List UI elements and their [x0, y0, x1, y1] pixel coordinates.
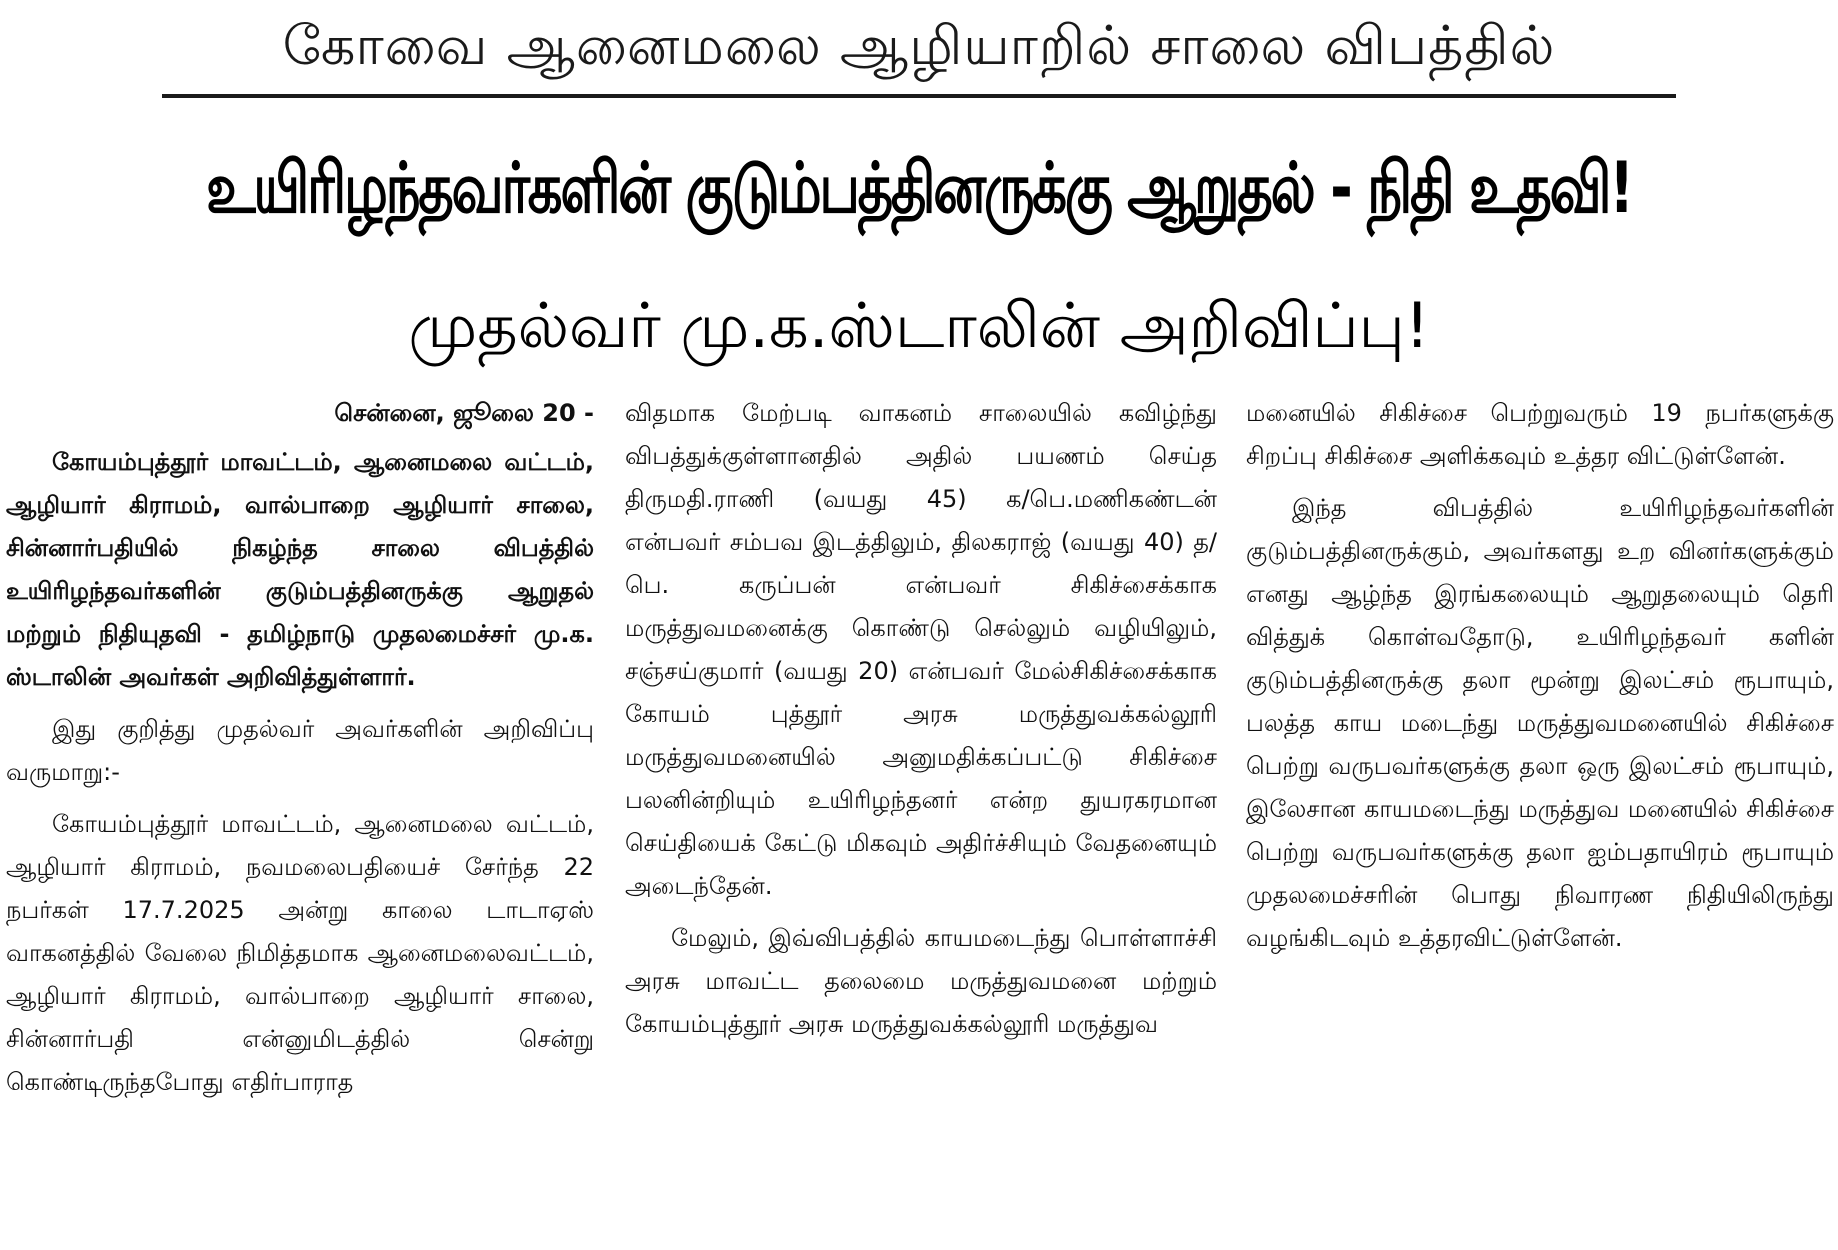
- article-column-1: [6, 392, 594, 1113]
- kicker-divider: [162, 94, 1676, 98]
- article-column-3: [1246, 392, 1834, 969]
- kicker-headline: கோவை ஆனைமலை ஆழியாறில் சாலை விபத்தில்: [282, 14, 1556, 77]
- main-headline: உயிரிழந்தவர்களின் குடும்பத்தினருக்கு ஆறுதல் - நிதி உதவி!: [206, 147, 1632, 229]
- body-paragraph: மேலும், இவ்விபத்தில் காயமடைந்து பொள்ளாச்சி அரசு மாவட்ட தலைமை மருத்துவமனை மற்றும் கோயம்புத்தூர் அரசு மருத்துவக்கல்லூரி மருத்துவ: [625, 924, 1217, 1038]
- body-paragraph: இந்த விபத்தில் உயிரிழந்தவர்களின் குடும்பத்தினருக்கும், அவர்களது உற வினர்களுக்கும் எனது ஆழ்ந்த இரங்கலையும் ஆறுதலையும் தெரி வித்துக் கொள்வதோடு, உயிரிழந்தவர் களின் குடும்பத்தினருக்கு தலா மூன்று இலட்சம் ரூபாயும், பலத்த காய மடைந்து மருத்துவமனையில் சிகிச்சை பெற்று வருபவர்களுக்கு தலா ஒரு இலட்சம் ரூபாயும், இலேசான காயமடைந்து மருத்துவ மனையில் சிகிச்சை பெற்று வருபவர்களுக்கு தலா ஐம்பதாயிரம் ரூபாயும் முதலமைச்சரின் பொது நிவாரண நிதியிலிருந்து வழங்கிடவும் உத்தரவிட்டுள்ளேன்.: [1246, 494, 1834, 952]
- body-paragraph: விதமாக மேற்படி வாகனம் சாலையில் கவிழ்ந்து விபத்துக்குள்ளானதில் அதில் பயணம் செய்த திருமதி.ராணி (வயது 45) க/பெ.மணிகண்டன் என்பவர் சம்பவ இடத்திலும், திலகராஜ் (வயது 40) த/பெ. கருப்பன் என்பவர் சிகிச்சைக்காக மருத்துவமனைக்கு கொண்டு செல்லும் வழியிலும், சஞ்சய்குமார் (வயது 20) என்பவர் மேல்சிகிச்சைக்காக கோயம் புத்தூர் அரசு மருத்துவக்கல்லூரி மருத்துவமனையில் அனுமதிக்கப்பட்டு சிகிச்சை பலனின்றியும் உயிரிழந்தனர் என்ற துயரகரமான செய்தியைக் கேட்டு மிகவும் அதிர்ச்சியும் வேதனையும் அடைந்தேன்.: [625, 399, 1217, 900]
- dateline: சென்னை, ஜூலை 20 -: [334, 399, 594, 427]
- body-paragraph: மனையில் சிகிச்சை பெற்றுவரும் 19 நபர்களுக்கு சிறப்பு சிகிச்சை அளிக்கவும் உத்தர விட்டுள்ளேன்.: [1246, 399, 1834, 470]
- sub-headline: முதல்வர் மு.க.ஸ்டாலின் அறிவிப்பு!: [408, 289, 1430, 362]
- body-paragraph: இது குறித்து முதல்வர் அவர்களின் அறிவிப்பு வருமாறு:-: [6, 715, 594, 786]
- lead-paragraph: கோயம்புத்தூர் மாவட்டம், ஆனைமலை வட்டம், ஆழியார் கிராமம், வால்பாறை ஆழியார் சாலை, சின்னார்பதியில் நிகழ்ந்த சாலை விபத்தில் உயிரிழந்தவர்களின் குடும்பத்தினருக்கு ஆறுதல் மற்றும் நிதியுதவி - தமிழ்நாடு முதலமைச்சர் மு.க. ஸ்டாலின் அவர்கள் அறிவித்துள்ளார்.: [6, 448, 594, 691]
- article-column-2: [625, 392, 1217, 1055]
- body-paragraph: கோயம்புத்தூர் மாவட்டம், ஆனைமலை வட்டம், ஆழியார் கிராமம், நவமலைபதியைச் சேர்ந்த 22 நபர்கள் 17.7.2025 அன்று காலை டாடாஏஸ் வாகனத்தில் வேலை நிமித்தமாக ஆனைமலைவட்டம், ஆழியார் கிராமம், வால்பாறை ஆழியார் சாலை, சின்னார்பதி என்னுமிடத்தில் சென்று கொண்டிருந்தபோது எதிர்பாராத: [6, 810, 594, 1096]
